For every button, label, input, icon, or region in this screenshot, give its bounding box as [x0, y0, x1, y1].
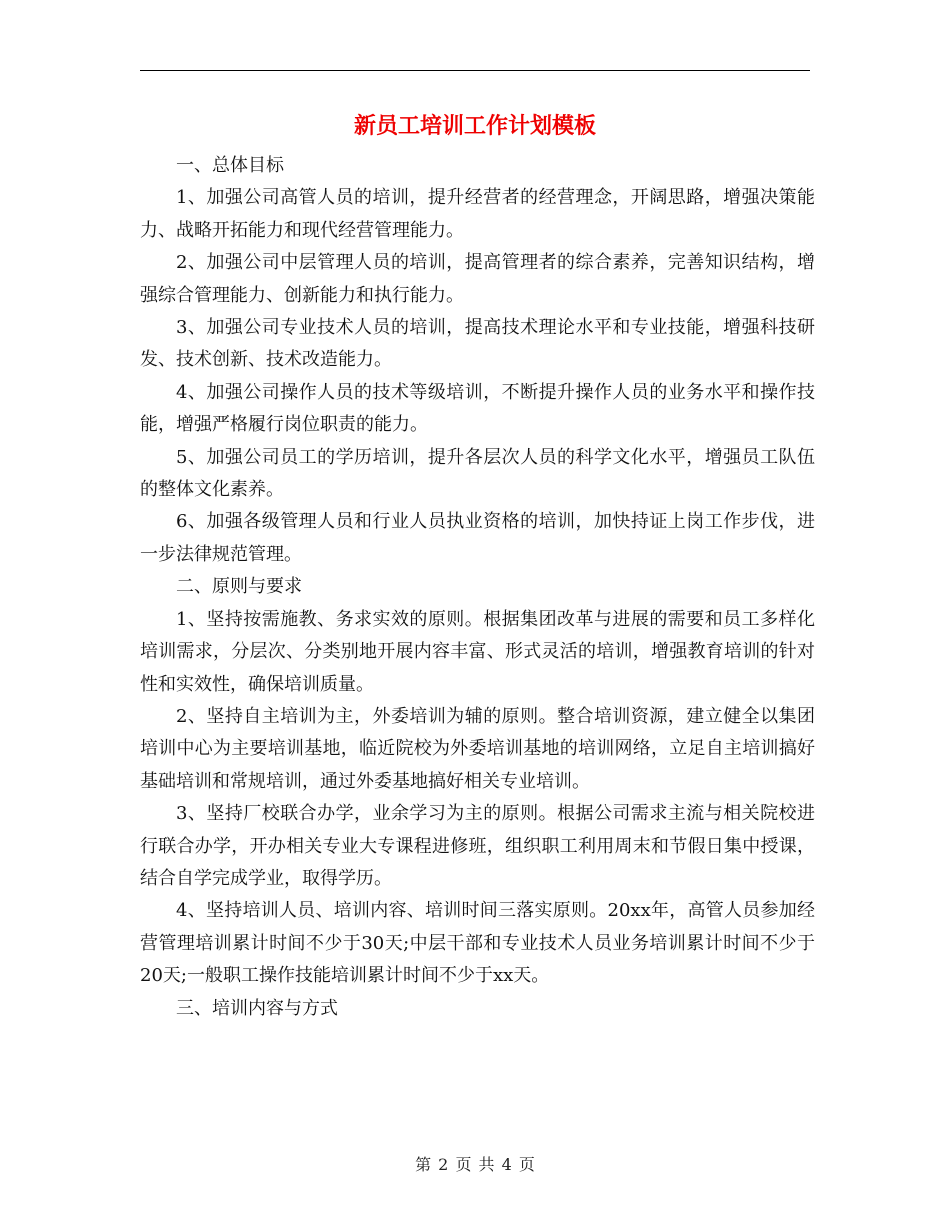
goal-item-5: 5、加强公司员工的学历培训，提升各层次人员的科学文化水平，增强员工队伍的整体文化素养。: [140, 446, 815, 501]
page-footer: 第 2 页 共 4 页: [415, 1155, 535, 1174]
principle-item-4: 4、坚持培训人员、培训内容、培训时间三落实原则。20xx年，高管人员参加经营管理培训累计时间不少于30天;中层干部和专业技术人员业务培训累计时间不少于20天;一般职工操作技能培训累计时间不少于xx天。: [140, 900, 815, 987]
document-title: 新员工培训工作计划模板: [353, 113, 596, 139]
goal-item-3: 3、加强公司专业技术人员的培训，提高技术理论水平和专业技能，增强科技研发、技术创新、技术改造能力。: [140, 317, 815, 371]
principle-item-3: 3、坚持厂校联合办学，业余学习为主的原则。根据公司需求主流与相关院校进行联合办学，开办相关专业大专课程进修班，组织职工利用周末和节假日集中授课，结合自学完成学业，取得学历。: [140, 803, 815, 889]
section-heading-content: 三、培训内容与方式: [176, 997, 338, 1019]
goal-item-4: 4、加强公司操作人员的技术等级培训，不断提升操作人员的业务水平和操作技能，增强严格履行岗位职责的能力。: [140, 381, 815, 436]
principle-item-1: 1、坚持按需施教、务求实效的原则。根据集团改革与进展的需要和员工多样化培训需求，分层次、分类别地开展内容丰富、形式灵活的培训，增强教育培训的针对性和实效性，确保培训质量。: [140, 608, 815, 695]
goal-item-6: 6、加强各级管理人员和行业人员执业资格的培训，加快持证上岗工作步伐，进一步法律规范管理。: [140, 511, 815, 565]
section-heading-principles: 二、原则与要求: [176, 576, 302, 598]
goal-item-2: 2、加强公司中层管理人员的培训，提高管理者的综合素养，完善知识结构，增强综合管理能力、创新能力和执行能力。: [140, 252, 815, 306]
document-body: [140, 150, 815, 1025]
principle-item-2: 2、坚持自主培训为主，外委培训为辅的原则。整合培训资源，建立健全以集团培训中心为主要培训基地，临近院校为外委培训基地的培训网络，立足自主培训搞好基础培训和常规培训，通过外委基地搞好相关专业培训。: [140, 705, 815, 792]
goal-item-1: 1、加强公司高管人员的培训，提升经营者的经营理念，开阔思路，增强决策能力、战略开拓能力和现代经营管理能力。: [140, 187, 815, 241]
header-rule: [140, 70, 810, 71]
section-heading-goals: 一、总体目标: [176, 155, 284, 176]
